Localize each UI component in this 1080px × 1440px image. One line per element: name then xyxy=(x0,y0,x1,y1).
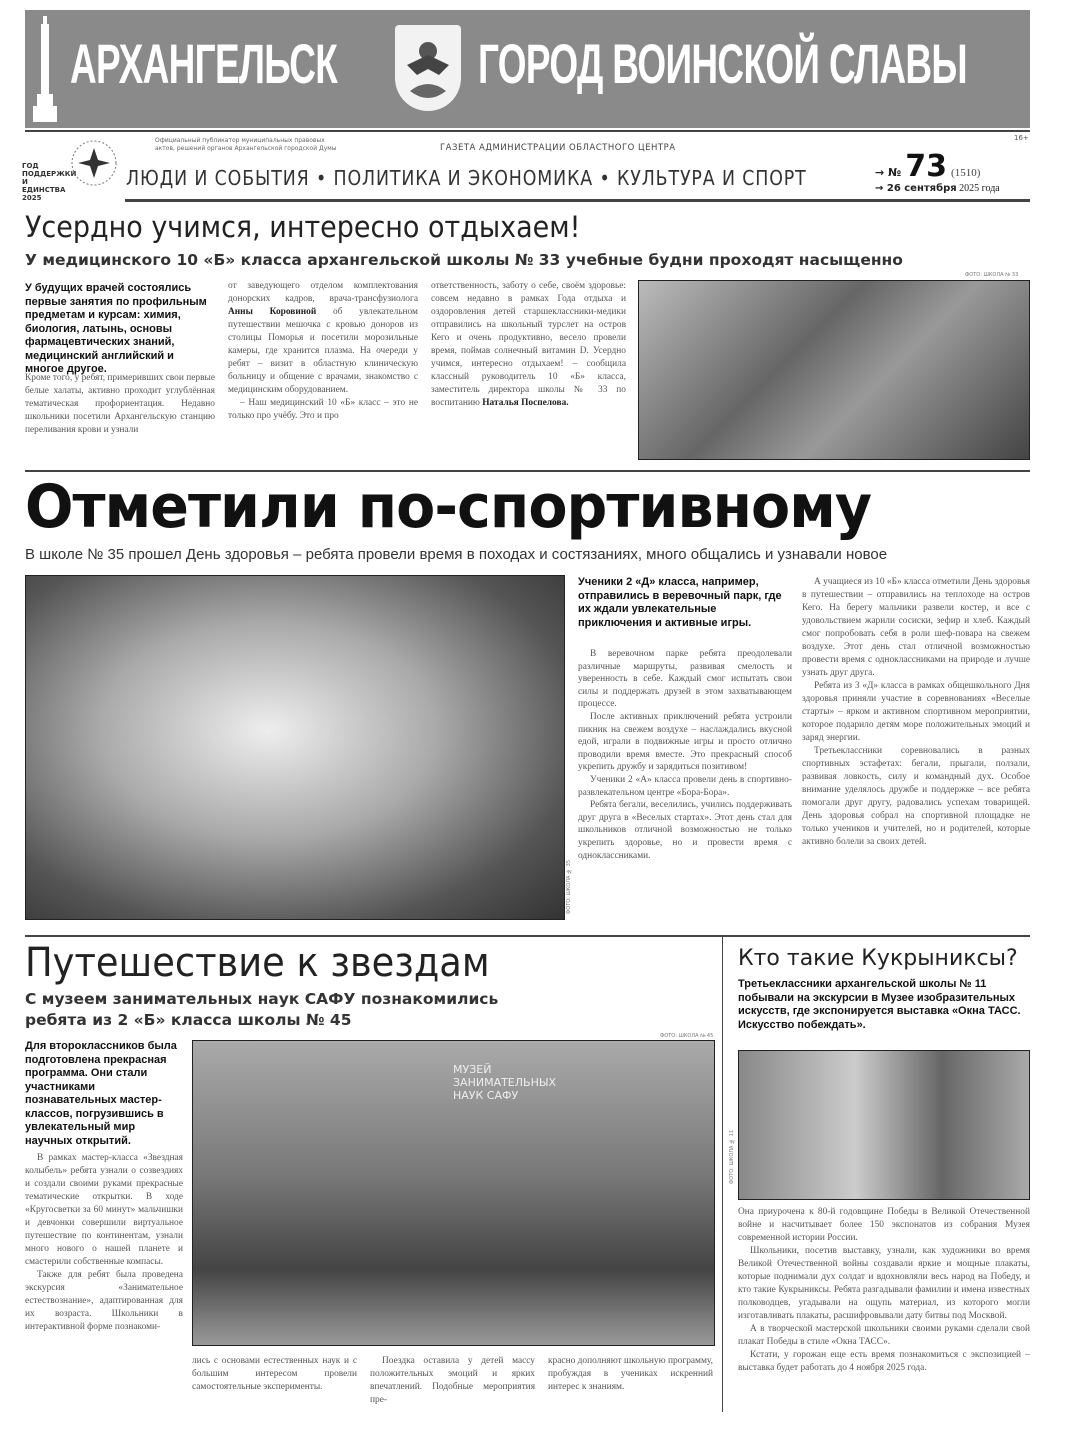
photo-credit: ФОТО: ШКОЛА № 11 xyxy=(729,1130,735,1185)
article-title: Кто такие Кукрыниксы? xyxy=(738,946,1018,971)
article-text: В веревочном парке ребята преодолевали различные маршруты, развивая смелость и уверенность в себе. Каждый смог испытать свои силы и поддержать друзей в этом захватывающем процессе. После активных приключений ребята устроили пикник на свежем воздухе – наслаждались вкусной едой, играли в подвижные игры и просто отлично проводили время вместе. Это прекрасный способ укрепить дружбу и зарядиться позитивом! Ученики 2 «А» класса провели день в спортивно-развлекательном центре «Бора-Бора». Ребята бегали, веселились, учились поддерживать друг друга в «Веселых стартах». Этот день стал для школьников отличной возможностью не только укрепить здоровье, но и провести время с одноклассниками. xyxy=(578,649,792,861)
masthead-title-right: ГОРОД ВОИНСКОЙ СЛАВЫ xyxy=(478,32,967,95)
issue-number: → № 73 (1510) xyxy=(875,149,981,184)
article-lead: Третьеклассники архангельской школы № 11 побывали на экскурсии в Музее изобразительных искусств, где экспонируется выставка «Окна ТАСС. Искусство побеждать». xyxy=(738,978,1021,1031)
divider xyxy=(25,130,1030,132)
section-list: ЛЮДИ И СОБЫТИЯ • ПОЛИТИКА И ЭКОНОМИКА • КУЛЬТУРА И СПОРТ xyxy=(126,166,807,190)
article-text: от заведующего отделом комплектования донорских кадров, врача-трансфузиолога Анны Коровиной об увлекательном путешествии мешочка с кровью доноров из столицы Поморья и посетили морозильные камеры, где хранится плазма. На очереди у ребят – визит в областную клиническую больницу и общение с врачами, знакомство с медицинским оборудованием. – Наш медицинский 10 «Б» класс – это не только про учёбу. Это и про xyxy=(228,281,418,421)
age-rating: 16+ xyxy=(1014,134,1029,142)
children-photo xyxy=(25,575,565,920)
year-logo: ГОД ПОДДЕРЖКИ И ЕДИНСТВА 2025 xyxy=(22,138,122,198)
divider xyxy=(125,199,1030,202)
photo-credit: ФОТО: ШКОЛА № 35 xyxy=(566,860,572,915)
photo-credit: ФОТО: ШКОЛА № 45 xyxy=(660,1033,714,1039)
divider xyxy=(25,935,1030,937)
obelisk-icon xyxy=(32,16,58,122)
museum-sign: МУЗЕЙ ЗАНИМАТЕЛЬНЫХ НАУК САФУ xyxy=(453,1063,557,1102)
snowflake-emblem-icon xyxy=(68,138,120,188)
article-text: Она приурочена к 80-й годовщине Победы в Великой Отечественной войне и насчитывает более 150 экспонатов из собрания Музея современной истории России. Школьники, посетив выставку, узнали, как художники во время Великой Отечественной войны создавали яркие и мощные плакаты, которые поднимали дух солдат и вдохновляли весь народ на Победу, и кто такие Кукрыниксы. Ребята разгадывали фамилии и имена известных полководцев, угадывали на ощупь материал, из которого могли изготавливать плакаты, расшифровывали дату битвы под Москвой. А в творческой мастерской школьники своими руками сделали свой плакат Победы в стиле «Окна ТАСС». Кстати, у горожан еще есть время познакомиться с экспозицией – выставка будет работать до 4 ноября 2025 года. xyxy=(738,1207,1030,1373)
article-text: красно дополняют школьную программу, пробуждая в учениках искренний интерес к знаниям. xyxy=(548,1356,713,1392)
article-lead: Ученики 2 «Д» класса, например, отправились в веревочный парк, где их ждали увлекательные приключения и активные игры. xyxy=(578,576,782,629)
article-title: Отметили по-спортивному xyxy=(25,472,872,542)
class-photo xyxy=(638,280,1030,460)
article-subtitle: В школе № 35 прошел День здоровья – ребята провели время в походах и состязаниях, много общались и узнавали новое xyxy=(25,546,888,563)
article-text: А учащиеся из 10 «Б» класса отметили День здоровья в путешествии – отправились на теплоходе на остров Кего. На берегу мальчики развели костер, и все с удовольствием жарили сосиски, зефир и хлеб. Каждый смог попробовать себя в роли шеф-повара на свежем воздухе. Этот день стал отличной возможностью провести время с одноклассниками на природе и лучше узнать друг друга. Ребята из 3 «Д» класса в рамках общешкольного Дня здоровья приняли участие в соревнованиях «Веселые старты» – ярком и активном спортивном мероприятии, которое подарило детям море положительных эмоций и заряд энергии. Третьеклассники соревновались в разных спортивных эстафетах: бегали, прыгали, ползали, развивая ловкость, силу и командный дух. Особое внимание уделялось дружбе и поддержке – все ребята помогали друг другу, радовались успехам товарищей. День здоровья собрал на спортивной площадке не только учеников и учителей, но и родителей, которые активно болели за своих детей. xyxy=(802,577,1030,847)
article-title: Путешествие к звездам xyxy=(25,940,490,986)
column-divider xyxy=(722,937,723,1412)
article-text: Кроме того, у ребят, примеривших свои первые белые халаты, активно проходит углублённая тематическая профориентация. Недавно школьники посетили Архангельскую станцию переливания крови и узнали xyxy=(25,373,215,435)
article-title: Усердно учимся, интересно отдыхаем! xyxy=(25,210,581,244)
photo-credit: ФОТО: ШКОЛА № 33 xyxy=(965,272,1019,278)
article-text: В рамках мастер-класса «Звездная колыбель» ребята узнали о созвездиях и создали своими руками прекрасные тематические открытки. В ходе «Кругосветки за 60 минут» мальчишки и девчонки совершили виртуальное путешествие по континентам, узнали много нового о нашей планете и смастерили собственные компасы. Также для ребят была проведена экскурсия «Занимательное естествознание», адаптированная для их возраста. Школьники в интерактивной форме познакоми- xyxy=(25,1153,183,1332)
article-subtitle: С музеем занимательных наук САФУ познакомились ребята из 2 «Б» класса школы № 45 xyxy=(25,990,499,1029)
masthead-title-left: АРХАНГЕЛЬСК xyxy=(70,32,338,95)
article-text: ответственность, заботу о себе, своём здоровье: совсем недавно в рамках Года отдыха и оздоровления детей старшеклассники-медики отправились на школьный турслет на остров Кего и очень продуктивно, весело провели время, поймав солнечный витамин D. Усердно учимся, интересно отдыхаем! – сообщила классный руководитель 10 «Б» класса, заместитель директора школы № 33 по воспитанию Наталья Поспелова. xyxy=(431,281,626,408)
article-lead: Для второклассников была подготовлена прекрасная программа. Они стали участниками познавательных мастер-классов, погрузившись в увлекательный мир научных открытий. xyxy=(25,1040,177,1147)
publisher-note: Официальный публикатор муниципальных правовых актов, решений органов Архангельской городской Думы xyxy=(155,137,337,152)
article-lead: У будущих врачей состоялись первые занятия по профильным предметам и курсам: химия, биология, латынь, основы фармацевтических знаний, медицинский английский и многое другое. xyxy=(25,282,207,375)
article-subtitle: У медицинского 10 «Б» класса архангельской школы № 33 учебные будни проходят насыщенно xyxy=(25,251,903,269)
coat-of-arms-logo xyxy=(395,25,461,111)
newspaper-subtitle: ГАЗЕТА АДМИНИСТРАЦИИ ОБЛАСТНОГО ЦЕНТРА xyxy=(440,143,676,153)
museum-group-photo xyxy=(192,1040,715,1346)
article-text: Поездка оставила у детей массу положительных эмоций и ярких впечатлений. Подобные мероприятия пре- xyxy=(370,1356,535,1405)
article-text: лись с основами естественных наук и с большим интересом провели самостоятельные эксперименты. xyxy=(192,1356,357,1392)
issue-date: → 26 сентября 2025 года xyxy=(875,183,1000,194)
exhibition-photo xyxy=(738,1050,1030,1200)
